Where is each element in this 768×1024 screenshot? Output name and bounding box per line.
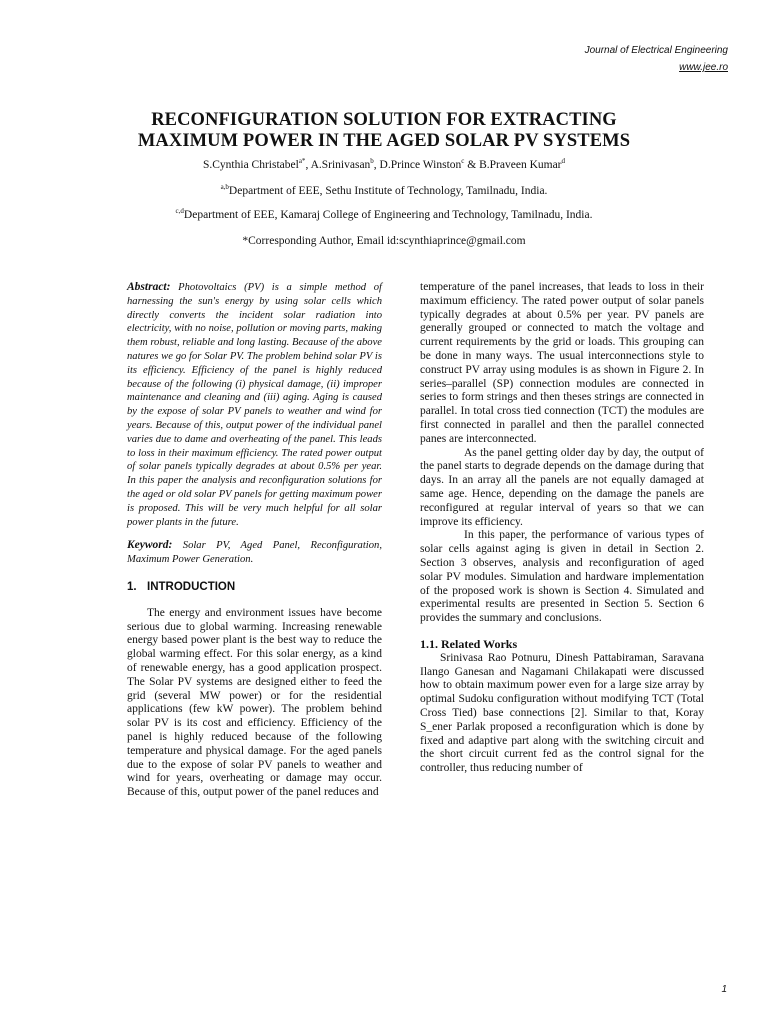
affiliation-2-sup: c,d — [175, 207, 184, 216]
paper-title — [60, 110, 708, 152]
author-sup: b — [370, 157, 374, 166]
section-number: 1. — [127, 580, 137, 593]
abstract — [127, 281, 382, 529]
author-sep: , — [305, 159, 311, 171]
paragraph-outline: In this paper, the performance of various types of solar cells against aging is given in detail in Section 2. Section 3 observes, analysis and reconfiguration of aged solar PV modules. Simulation and hardware implementation of the proposed work is shown is Section 4. Simulated and experimental results are presented in Section 5. Section 6 provides the summary and conclusions. — [420, 529, 704, 625]
keyword-text: Solar PV, Aged Panel, Reconfiguration, Maximum Power Generation. — [127, 540, 382, 566]
author-sup: c — [461, 157, 465, 166]
paragraph-continuation: temperature of the panel increases, that leads to loss in their maximum efficiency. The rated power output of solar panels typically degrades at about 0.5% per year. PV panels are generally grouped or connected to match the voltage and current requirements by the grid or loads. This grouping can be done in many ways. The usual interconnections style to construct PV array using modules is as shown in Figure 2. In series–parallel (SP) connection modules are connected in series to form strings and then theses strings are connected in parallel. In total cross tied connection (TCT) the modules are first connected in parallel and then the parallel connected panes are interconnected. — [420, 281, 704, 445]
author-list — [40, 159, 728, 171]
abstract-text: Photovoltaics (PV) is a simple method of harnessing the sun's energy by using solar cells which directly converts the incident solar radiation into electricity, with no noise, pollution or moving parts, making them robust, reliable and long lasting. Because of the above natures we go for Solar PV. The problem behind solar PV is its efficiency. Efficiency of the panel is highly reduced because of the following (i) physical damage, (ii) improper maintenance and cleaning and (iii) aging. Aging is caused by the expose of solar PV panels to weather and wind for years. Because of this, output power of the individual panel varies due to dame and overheating of the panel. This leads to loss in their maximum efficiency. The rated power output of solar panels typically degrades at about 0.5% per year. In this paper the analysis and reconfiguration solutions for the aged or old solar PV panels for getting maximum power is proposed. This will be very much helpful for all solar power plants in the future. — [127, 282, 383, 528]
corresponding-author: *Corresponding Author, Email id:scynthiaprince@gmail.com — [242, 235, 526, 247]
author-name: S.Cynthia Christabel — [202, 159, 299, 171]
affiliation-1-sup: a,b — [220, 183, 229, 192]
left-column — [127, 281, 382, 800]
affiliation-2-text: Department of EEE, Kamaraj College of Engineering and Technology, Tamilnadu, India. — [183, 209, 593, 221]
journal-header — [585, 42, 728, 76]
author-sup: a* — [298, 157, 306, 166]
affiliation-2 — [40, 209, 728, 221]
author-sep: & — [464, 159, 480, 171]
section-title: INTRODUCTION — [147, 580, 236, 593]
page-number: 1 — [721, 984, 727, 995]
affiliation-1-text: Department of EEE, Sethu Institute of Technology, Tamilnadu, India. — [228, 185, 548, 197]
intro-paragraph: The energy and environment issues have become serious due to global warming. Increasing renewable energy based power plant is the best way to reduce the global warming effect. For this solar energy, as a kind of renewable energy, has a good application prospect. The Solar PV systems are designed either to feed the grid (several MW power) or for the residential applications (few kW power). The problem behind solar PV is its cost and efficiency. Efficiency of the panel is highly reduced because of the following temperature and physical damage. For the aged panels due to the expose of solar PV panels to weather and wind for years, overheating or damage may occur. Because of this, output power of the panel reduces and — [127, 606, 382, 799]
journal-url[interactable]: www.jee.ro — [679, 62, 728, 73]
section-heading-introduction — [127, 581, 382, 595]
author-name: A.Srinivasan — [310, 159, 371, 171]
paragraph-aging: As the panel getting older day by day, the output of the panel starts to degrade depends on the damage during that days. In an array all the panels are not equally damaged at same age. Hence, depending on the damage the panels are reconfigured at regular interval of years so that we can improve its efficiency. — [420, 446, 704, 528]
keyword-label: Keyword: — [127, 539, 173, 552]
subsection-heading-related-works: 1.1. Related Works — [420, 636, 518, 651]
title-line-2: MAXIMUM POWER IN THE AGED SOLAR PV SYSTEMS — [137, 131, 631, 151]
author-sep: , — [373, 159, 380, 171]
paragraph-related-works: Srinivasa Rao Potnuru, Dinesh Pattabiraman, Saravana Ilango Ganesan and Nagamani Chilakapati were discussed how to obtain maximum power even for a large size array by optimal Sudoku configuration without modifying TCT (Total Cross Tied) base connections [2]. Similar to that, Koray S_ener Parlak proposed a reconfiguration which is done by fixed and adaptive part along with the switching circuit and the short circuit current fed as the control signal for the controller, thus reducing number of — [420, 651, 704, 775]
author-name: D.Prince Winston — [379, 159, 462, 171]
right-column — [420, 281, 704, 776]
author-name: B.Praveen Kumar — [479, 159, 562, 171]
abstract-label: Abstract: — [127, 281, 171, 293]
title-line-1: RECONFIGURATION SOLUTION FOR EXTRACTING — [151, 110, 617, 130]
journal-name: Journal of Electrical Engineering — [584, 45, 728, 56]
affiliation-1 — [40, 185, 728, 197]
keywords — [127, 539, 382, 567]
author-sup: d — [561, 157, 566, 166]
